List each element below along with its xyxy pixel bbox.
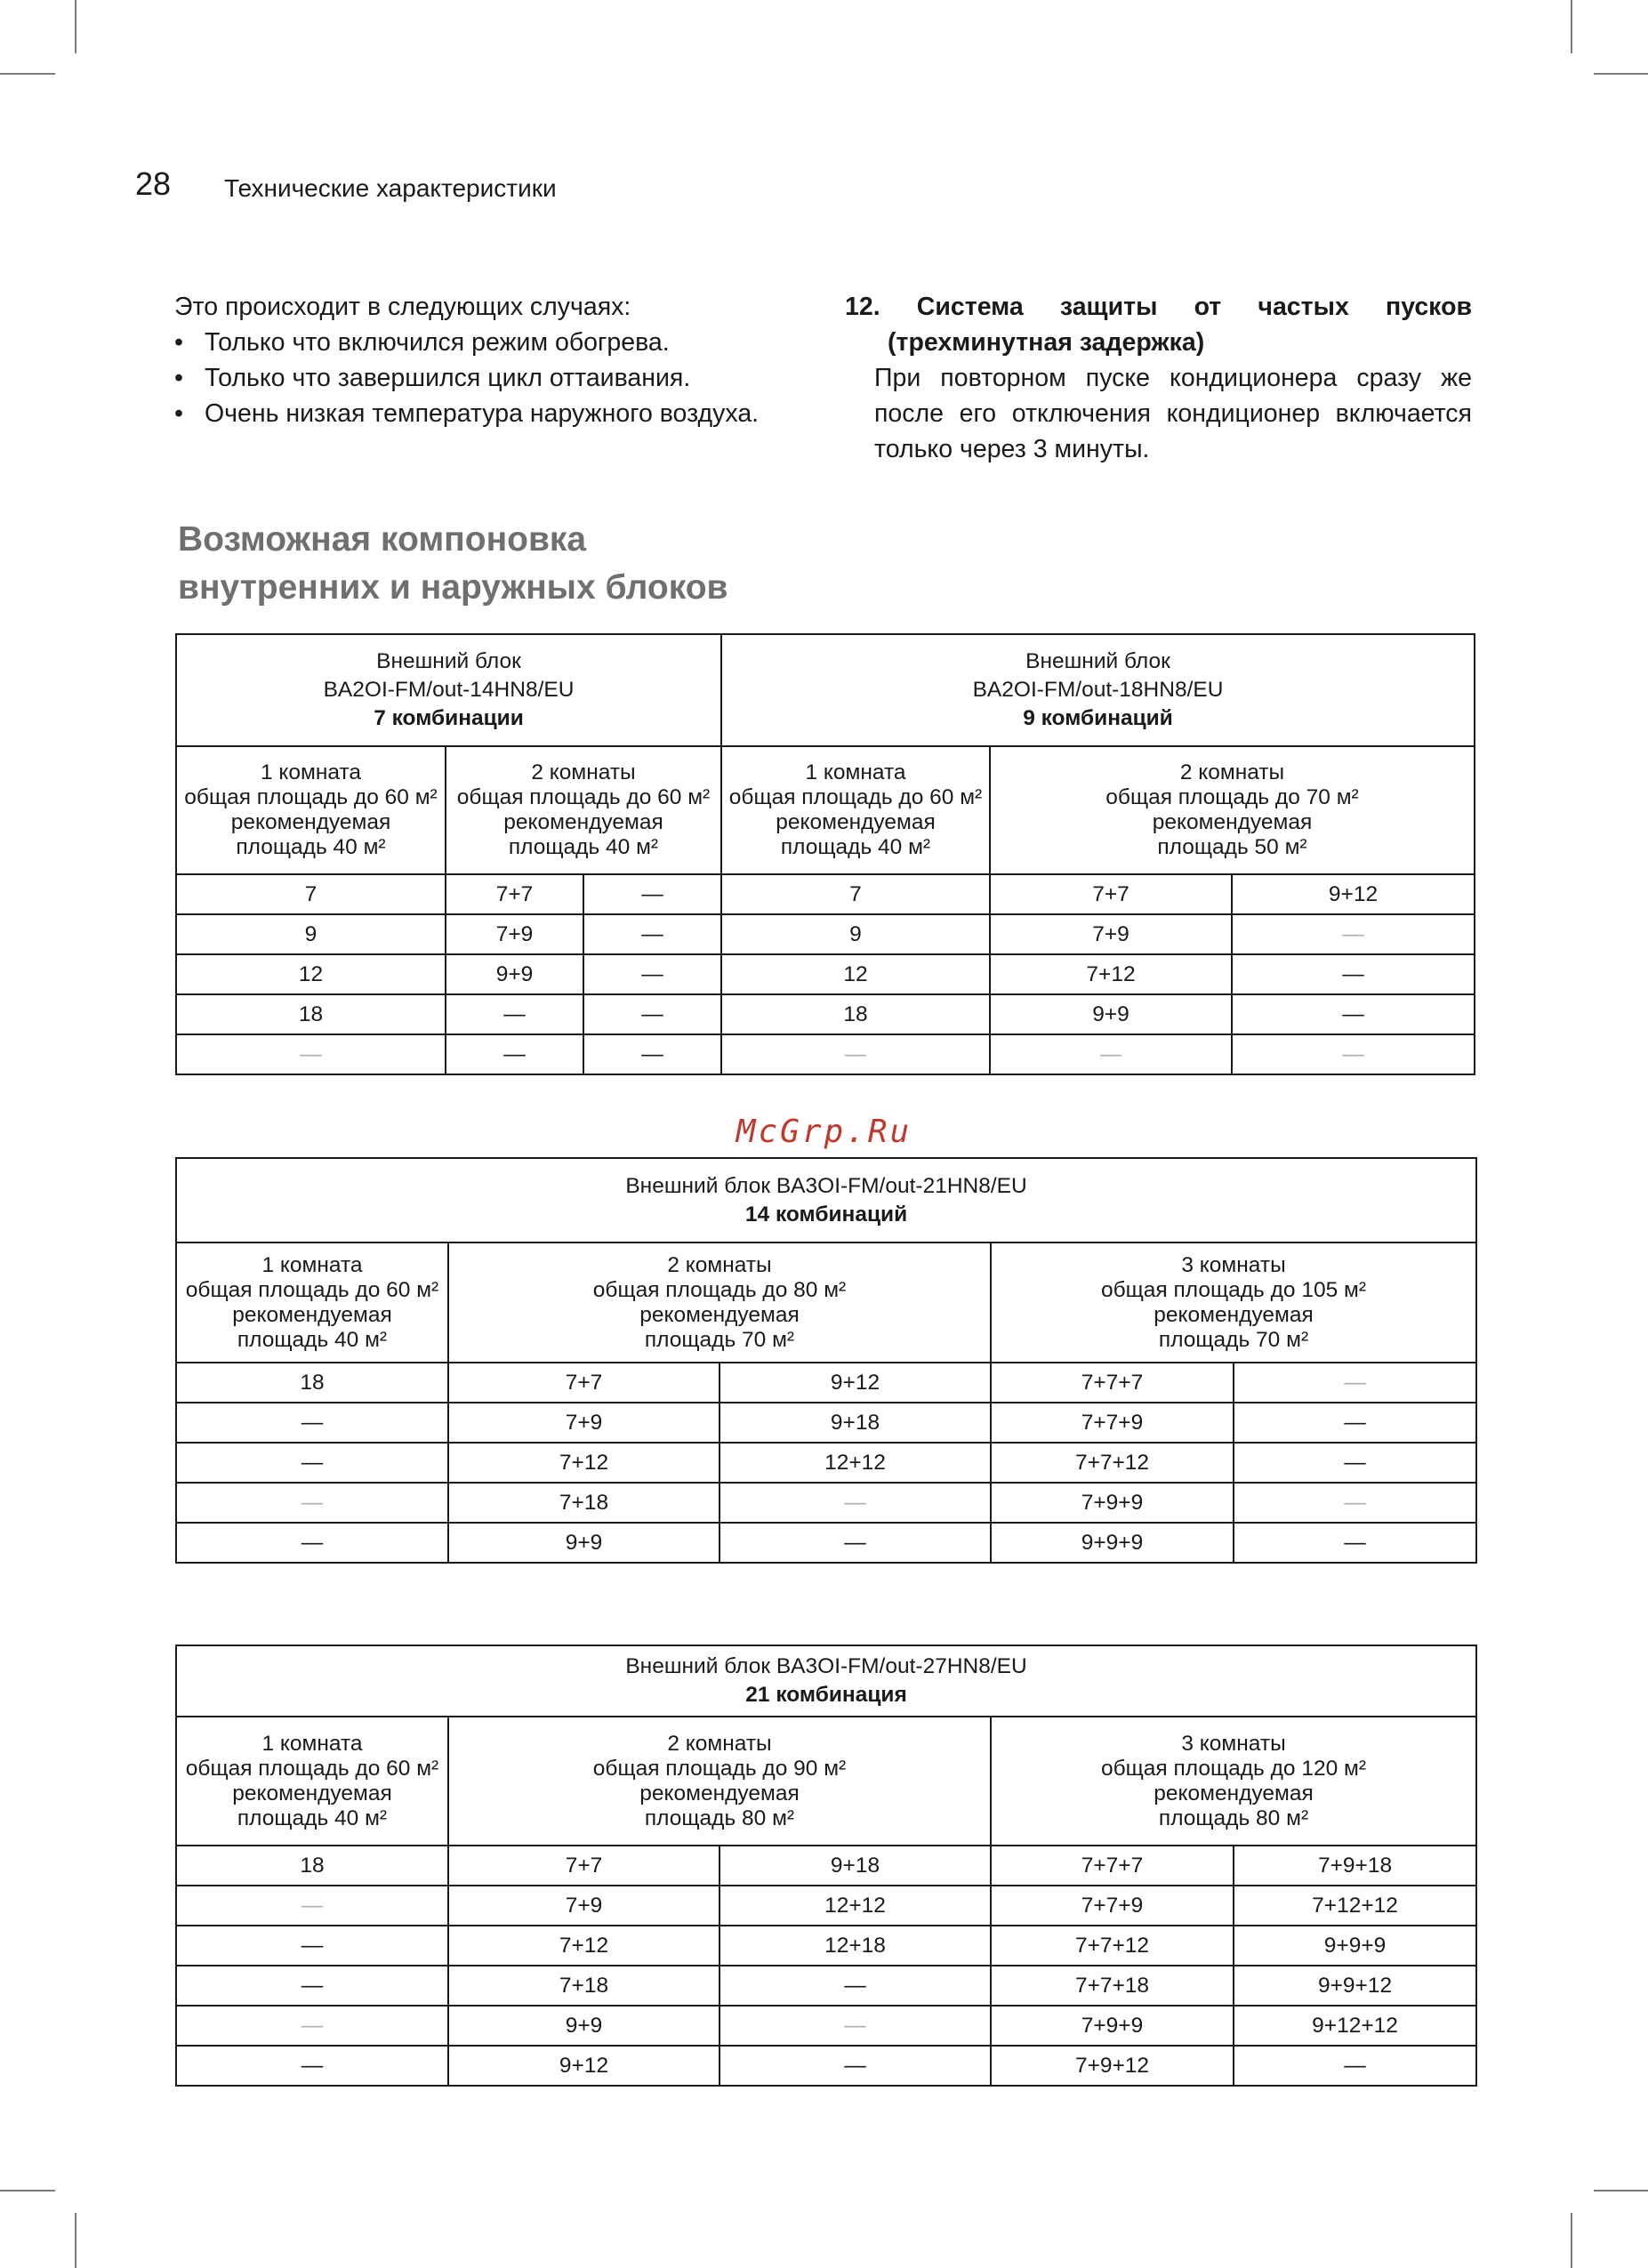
table-cell: 7+9+9 — [991, 2006, 1234, 2046]
crop-mark — [75, 2213, 76, 2268]
header-area: общая площадь до 60 м² — [185, 1277, 439, 1302]
table-cell: — — [176, 1966, 448, 2006]
header-area: общая площадь до 70 м² — [1105, 785, 1359, 809]
crop-mark — [0, 73, 55, 75]
header-rooms: 1 комната — [261, 1252, 363, 1277]
table-cell: — — [721, 1034, 990, 1074]
header-recommended-area: площадь 80 м² — [1158, 1806, 1309, 1830]
header-area: общая площадь до 60 м² — [185, 1756, 439, 1781]
unit-label: Внешний блок — [1025, 649, 1170, 673]
table-cell: — — [176, 2006, 448, 2046]
crop-mark — [1571, 2213, 1572, 2268]
table-cell: 18 — [721, 994, 990, 1034]
table-cell: 7+7 — [446, 874, 583, 914]
table-cell: 9+9+12 — [1234, 1966, 1476, 2006]
section-body: При повторном пуске кондиционера сразу же после его отключения кондиционер включается только через 3 минуты. — [874, 364, 1472, 463]
running-title: Технические характеристики — [224, 174, 557, 202]
table-row — [176, 1363, 1476, 1403]
table-row — [176, 2046, 1476, 2086]
header-rooms: 2 комнаты — [667, 1252, 772, 1277]
table-cell: — — [1232, 994, 1475, 1034]
table-cell: — — [1234, 1363, 1476, 1403]
header-recommended: рекомендуемая — [639, 1302, 800, 1327]
table-cell: — — [719, 1483, 991, 1523]
table-cell: — — [719, 2006, 991, 2046]
crop-mark — [1571, 0, 1572, 53]
table-cell: 7+7+9 — [991, 1886, 1234, 1926]
column-header — [176, 1717, 448, 1846]
table-cell: — — [1232, 954, 1475, 994]
table-cell: — — [176, 1886, 448, 1926]
table-row — [176, 2006, 1476, 2046]
column-header — [448, 1717, 991, 1846]
header-recommended-area: площадь 40 м² — [237, 1327, 388, 1352]
table-cell: — — [1234, 2046, 1476, 2086]
crop-mark — [1594, 2190, 1648, 2192]
table-cell: — — [583, 1034, 721, 1074]
header-rooms: 3 комнаты — [1181, 1731, 1286, 1756]
column-header — [721, 746, 990, 874]
table-cell: 18 — [176, 1363, 448, 1403]
outdoor-unit-header — [176, 1645, 1476, 1717]
table-cell: 7+7+7 — [991, 1846, 1234, 1886]
table-row — [176, 1886, 1476, 1926]
unit-model: Внешний блок BA3OI-FM/out-27HN8/EU — [625, 1654, 1027, 1678]
table-cell: — — [176, 1523, 448, 1563]
crop-mark — [1594, 73, 1648, 75]
table-row — [176, 874, 1475, 914]
table-cell: 9+18 — [719, 1846, 991, 1886]
header-recommended-area: площадь 40 м² — [237, 1806, 388, 1830]
header-recommended: рекомендуемая — [1154, 1302, 1314, 1327]
table-cell: — — [446, 1034, 583, 1074]
table-cell: — — [1234, 1403, 1476, 1443]
unit-combos: 21 комбинация — [745, 1683, 907, 1707]
table-cell: — — [176, 1483, 448, 1523]
table-cell: 12+12 — [719, 1443, 991, 1483]
table-row — [176, 1443, 1476, 1483]
table-cell: — — [1232, 1034, 1475, 1074]
combination-table-2 — [175, 1157, 1477, 1564]
table-cell: — — [176, 2046, 448, 2086]
header-recommended: рекомендуемая — [1152, 810, 1313, 834]
header-area: общая площадь до 60 м² — [184, 785, 438, 809]
header-recommended: рекомендуемая — [230, 810, 391, 834]
table-cell: 9 — [721, 914, 990, 954]
header-area: общая площадь до 60 м² — [728, 785, 983, 809]
header-rooms: 2 комнаты — [667, 1731, 772, 1756]
header-rooms: 3 комнаты — [1181, 1252, 1286, 1277]
table-cell: — — [446, 994, 583, 1034]
table-cell: 7 — [721, 874, 990, 914]
page-title — [178, 516, 728, 612]
table-row — [176, 1483, 1476, 1523]
header-rooms: 2 комнаты — [1179, 760, 1285, 784]
page-title-line: Возможная компоновка — [178, 520, 587, 559]
table-cell: 12+12 — [719, 1886, 991, 1926]
header-recommended-area: площадь 70 м² — [1158, 1327, 1309, 1352]
table-cell: 7+9 — [448, 1403, 719, 1443]
table-cell: — — [583, 994, 721, 1034]
crop-mark — [0, 2190, 55, 2192]
header-area: общая площадь до 120 м² — [1100, 1756, 1367, 1781]
unit-model: BA2OI-FM/out-18HN8/EU — [972, 678, 1224, 702]
table-cell: — — [583, 874, 721, 914]
table-cell: 7+12+12 — [1234, 1886, 1476, 1926]
right-column — [845, 289, 1472, 467]
table-cell: — — [176, 1926, 448, 1966]
list-item: • Только что включился режим обогрева. — [174, 325, 761, 360]
combination-table-1 — [175, 633, 1475, 1075]
header-area: общая площадь до 105 м² — [1100, 1277, 1367, 1302]
table-cell: — — [719, 1966, 991, 2006]
column-header — [176, 1243, 448, 1363]
page-number: 28 — [135, 165, 172, 202]
column-header — [991, 1243, 1476, 1363]
table-cell: 7+7 — [448, 1846, 719, 1886]
table-cell: — — [176, 1034, 446, 1074]
header-rooms: 2 комнаты — [531, 760, 636, 784]
column-header — [991, 1717, 1476, 1846]
table-cell: 7+7 — [448, 1363, 719, 1403]
header-recommended-area: площадь 80 м² — [644, 1806, 795, 1830]
header-recommended-area: площадь 70 м² — [644, 1327, 795, 1352]
table-cell: 7+12 — [990, 954, 1232, 994]
table-cell: — — [990, 1034, 1232, 1074]
table-cell: 9+18 — [719, 1403, 991, 1443]
table-row — [176, 994, 1475, 1034]
header-area: общая площадь до 80 м² — [592, 1277, 847, 1302]
unit-combos: 14 комбинаций — [744, 1202, 908, 1226]
header-recommended: рекомендуемая — [776, 810, 936, 834]
table-cell: 7+7 — [990, 874, 1232, 914]
table-cell: 9+9 — [448, 2006, 719, 2046]
table-row — [176, 1523, 1476, 1563]
table-cell: 7+9 — [446, 914, 583, 954]
unit-combos: 7 комбинации — [374, 706, 524, 730]
header-area: общая площадь до 90 м² — [592, 1756, 847, 1781]
header-recommended: рекомендуемая — [503, 810, 663, 834]
table-cell: — — [1234, 1443, 1476, 1483]
outdoor-unit-header — [176, 634, 721, 746]
table-cell: — — [176, 1443, 448, 1483]
header-recommended-area: площадь 40 м² — [236, 835, 386, 859]
table-cell: — — [583, 954, 721, 994]
left-column — [174, 289, 761, 431]
table-row — [176, 1846, 1476, 1886]
table-cell: 7+7+12 — [991, 1926, 1234, 1966]
table-cell: 7+7+9 — [991, 1403, 1234, 1443]
combination-table-3 — [175, 1645, 1477, 2087]
column-header — [446, 746, 721, 874]
table-cell: 7 — [176, 874, 446, 914]
table-cell: 7+18 — [448, 1483, 719, 1523]
table-row — [176, 1403, 1476, 1443]
section-heading: 12. Система защиты от частых пусков (трехминутная задержка) — [845, 293, 1472, 357]
column-header — [176, 746, 446, 874]
table-cell: 7+18 — [448, 1966, 719, 2006]
table-cell: 7+12 — [448, 1926, 719, 1966]
list-item: • Только что завершился цикл оттаивания. — [174, 360, 761, 396]
header-rooms: 1 комната — [261, 1731, 363, 1756]
table-cell: 9+9 — [990, 994, 1232, 1034]
bullet-list — [174, 325, 761, 431]
unit-model: Внешний блок BA3OI-FM/out-21HN8/EU — [625, 1173, 1027, 1198]
table-cell: 9+12+12 — [1234, 2006, 1476, 2046]
table-cell: 9+12 — [448, 2046, 719, 2086]
table-cell: — — [719, 2046, 991, 2086]
table-cell: — — [1234, 1483, 1476, 1523]
list-item: • Очень низкая температура наружного воздуха. — [174, 396, 761, 431]
table-row — [176, 1966, 1476, 2006]
unit-model: BA2OI-FM/out-14HN8/EU — [323, 678, 575, 702]
header-rooms: 1 комната — [260, 760, 362, 784]
table-cell: — — [1234, 1523, 1476, 1563]
table-cell: 7+7+12 — [991, 1443, 1234, 1483]
outdoor-unit-header — [721, 634, 1475, 746]
table-cell: 18 — [176, 994, 446, 1034]
table-row — [176, 1926, 1476, 1966]
outdoor-unit-header — [176, 1158, 1476, 1243]
header-recommended: рекомендуемая — [232, 1302, 392, 1327]
table-row — [176, 1034, 1475, 1074]
table-cell: 9+9+9 — [1234, 1926, 1476, 1966]
table-cell: 7+9+18 — [1234, 1846, 1476, 1886]
table-cell: 7+9 — [990, 914, 1232, 954]
table-cell: 9 — [176, 914, 446, 954]
column-header — [448, 1243, 991, 1363]
page-title-line: внутренних и наружных блоков — [178, 568, 728, 607]
table-cell: — — [1232, 914, 1475, 954]
watermark: McGrp.Ru — [736, 1114, 912, 1150]
table-cell: 18 — [176, 1846, 448, 1886]
table-cell: 12+18 — [719, 1926, 991, 1966]
table-cell: 12 — [721, 954, 990, 994]
header-recommended-area: площадь 40 м² — [780, 835, 931, 859]
header-recommended-area: площадь 40 м² — [508, 835, 659, 859]
table-cell: — — [719, 1523, 991, 1563]
table-cell: 7+12 — [448, 1443, 719, 1483]
crop-mark — [75, 0, 76, 53]
table-cell: 7+9 — [448, 1886, 719, 1926]
unit-label: Внешний блок — [376, 649, 521, 673]
table-cell: — — [583, 914, 721, 954]
table-cell: 7+7+7 — [991, 1363, 1234, 1403]
header-recommended-area: площадь 50 м² — [1157, 835, 1307, 859]
intro-text: Это происходит в следующих случаях: — [174, 293, 631, 321]
header-rooms: 1 комната — [805, 760, 906, 784]
column-header — [990, 746, 1475, 874]
table-cell: 9+9 — [446, 954, 583, 994]
header-recommended: рекомендуемая — [1154, 1781, 1314, 1806]
table-cell: 9+9 — [448, 1523, 719, 1563]
table-cell: 7+9+9 — [991, 1483, 1234, 1523]
header-area: общая площадь до 60 м² — [456, 785, 711, 809]
unit-combos: 9 комбинаций — [1023, 706, 1173, 730]
table-row — [176, 914, 1475, 954]
table-row — [176, 954, 1475, 994]
header-recommended: рекомендуемая — [639, 1781, 800, 1806]
table-cell: 12 — [176, 954, 446, 994]
table-cell: 9+12 — [1232, 874, 1475, 914]
table-cell: 9+12 — [719, 1363, 991, 1403]
table-cell: 9+9+9 — [991, 1523, 1234, 1563]
table-cell: — — [176, 1403, 448, 1443]
table-cell: 7+7+18 — [991, 1966, 1234, 2006]
header-recommended: рекомендуемая — [232, 1781, 392, 1806]
table-cell: 7+9+12 — [991, 2046, 1234, 2086]
